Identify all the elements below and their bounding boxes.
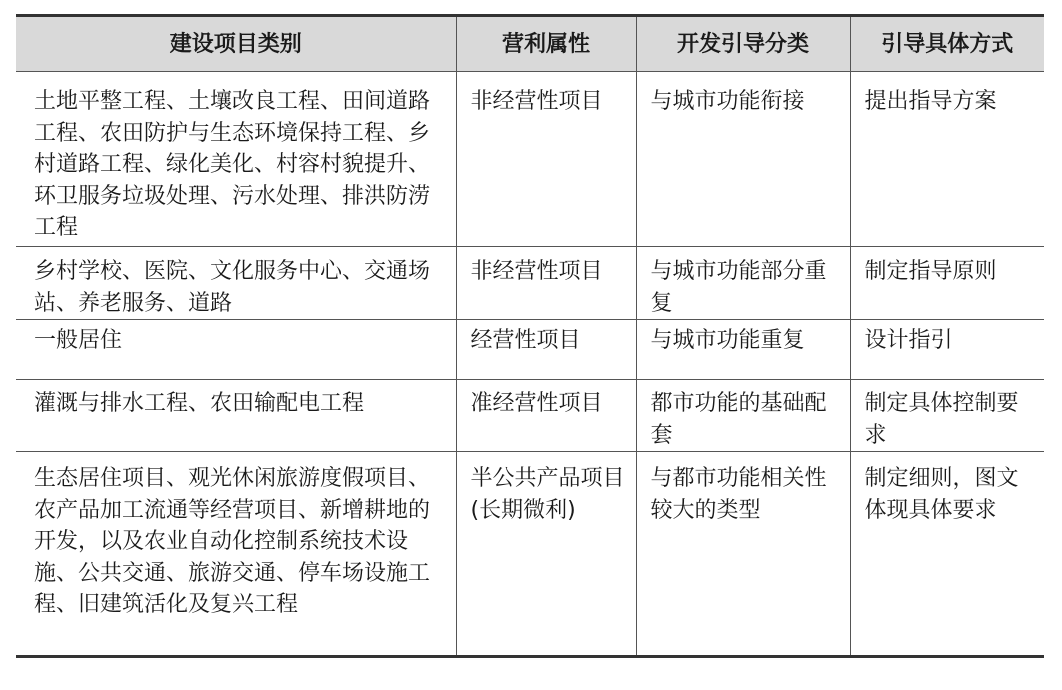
project-guidance-table-wrap [16,14,1044,655]
cell-guidance-class: 与都市功能相关性较大的类型 [636,452,850,656]
table-row [16,247,1044,320]
cell-guidance-class: 与城市功能部分重复 [636,247,850,320]
header-category: 建设项目类别 [169,32,302,57]
cell-profit: 非经营性项目 [456,247,636,320]
cell-category: 一般居住 [16,320,456,380]
table-row [16,72,1044,247]
table-row [16,380,1044,452]
cell-profit: 准经营性项目 [456,380,636,452]
cell-method: 制定细则，图文体现具体要求 [850,452,1044,656]
table-top-rule [16,14,1044,17]
cell-profit: 经营性项目 [456,320,636,380]
cell-guidance-class: 与城市功能衔接 [636,72,850,247]
project-guidance-table [16,14,1044,655]
header-guidance-class: 开发引导分类 [636,14,850,72]
header-profit: 营利属性 [456,14,636,72]
cell-category: 土地平整工程、土壤改良工程、田间道路工程、农田防护与生态环境保持工程、乡村道路工程、绿化美化、村容村貌提升、环卫服务垃圾处理、污水处理、排洪防涝工程 [16,72,456,247]
cell-category: 乡村学校、医院、文化服务中心、交通场站、养老服务、道路 [16,247,456,320]
table-bottom-rule [16,655,1044,658]
cell-method: 制定指导原则 [850,247,1044,320]
cell-profit: 半公共产品项目(长期微利) [456,452,636,656]
cell-method: 设计指引 [850,320,1044,380]
table-row [16,320,1044,380]
header-method: 引导具体方式 [850,14,1044,72]
cell-guidance-class: 与城市功能重复 [636,320,850,380]
cell-method: 制定具体控制要求 [850,380,1044,452]
cell-method: 提出指导方案 [850,72,1044,247]
cell-profit: 非经营性项目 [456,72,636,247]
cell-category: 生态居住项目、观光休闲旅游度假项目、农产品加工流通等经营项目、新增耕地的开发，以及农业自动化控制系统技术设施、公共交通、旅游交通、停车场设施工程、旧建筑活化及复兴工程 [16,452,456,656]
cell-guidance-class: 都市功能的基础配套 [636,380,850,452]
table-row [16,452,1044,656]
cell-category: 灌溉与排水工程、农田输配电工程 [16,380,456,452]
table-header-row [16,14,1044,72]
